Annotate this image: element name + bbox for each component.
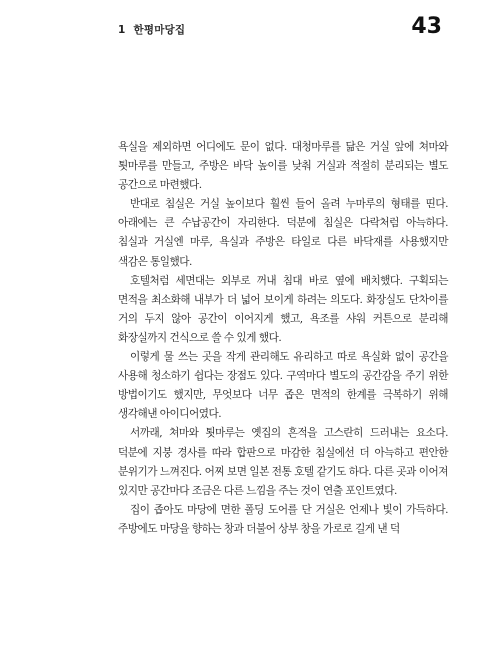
chapter-number: 1 — [118, 24, 126, 36]
paragraph: 욕실을 제외하면 어디에도 문이 없다. 대청마루를 닮은 거실 앞에 쳐마와 툇마루를 만들고, 주방은 바닥 높이를 낮춰 거실과 적절히 분리되는 별도 공간으로 마련했다. — [118, 141, 448, 192]
chapter-title: 한평마당집 — [133, 24, 186, 36]
body-text — [118, 138, 448, 539]
paragraph: 이렇게 물 쓰는 곳을 작게 관리해도 유리하고 따로 욕실화 없이 공간을 사용해 청소하기 쉽다는 장점도 있다. 구역마다 별도의 공간감을 주기 위한 방법이기도 했지만, 무엇보다 너무 좁은 면적의 한계를 극복하기 위해 생각해낸 아이디어였다. — [118, 351, 448, 421]
paragraph: 반대로 침실은 거실 높이보다 훨씬 들어 올려 누마루의 형태를 띤다. 아래에는 큰 수납공간이 자리한다. 덕분에 침실은 다락처럼 아늑하다. 침실과 거실엔 마루, 욕실과 주방은 타일로 다른 바닥재를 사용했지만 색감은 통일했다. — [118, 198, 448, 268]
paragraph: 서까래, 쳐마와 툇마루는 옛집의 흔적을 고스란히 드러내는 요소다. 덕분에 지붕 경사를 따라 합판으로 마감한 침실에선 더 아늑하고 편안한 분위기가 느껴진다. 어찌 보면 일본 전통 호텔 같기도 하다. 다른 곳과 이어져 있지만 공간마다 조금은 다른 느낌을 주는 것이 연출 포인트였다. — [118, 427, 448, 497]
page-number: 43 — [411, 14, 442, 39]
running-header — [118, 22, 185, 37]
paragraph: 호텔처럼 세면대는 외부로 꺼내 침대 바로 옆에 배치했다. 구획되는 면적을 최소화해 내부가 더 넓어 보이게 하려는 의도다. 화장실도 단차이를 거의 두지 않아 공간이 이어지게 했고, 욕조를 샤워 커튼으로 분리해 화장실까지 건식으로 쓸 수 있게 했다. — [118, 274, 448, 344]
paragraph: 집이 좁아도 마당에 면한 폴딩 도어를 단 거실은 언제나 빛이 가득하다. 주방에도 마당을 향하는 창과 더불어 상부 창을 가로로 길게 낸 덕 — [118, 503, 448, 535]
